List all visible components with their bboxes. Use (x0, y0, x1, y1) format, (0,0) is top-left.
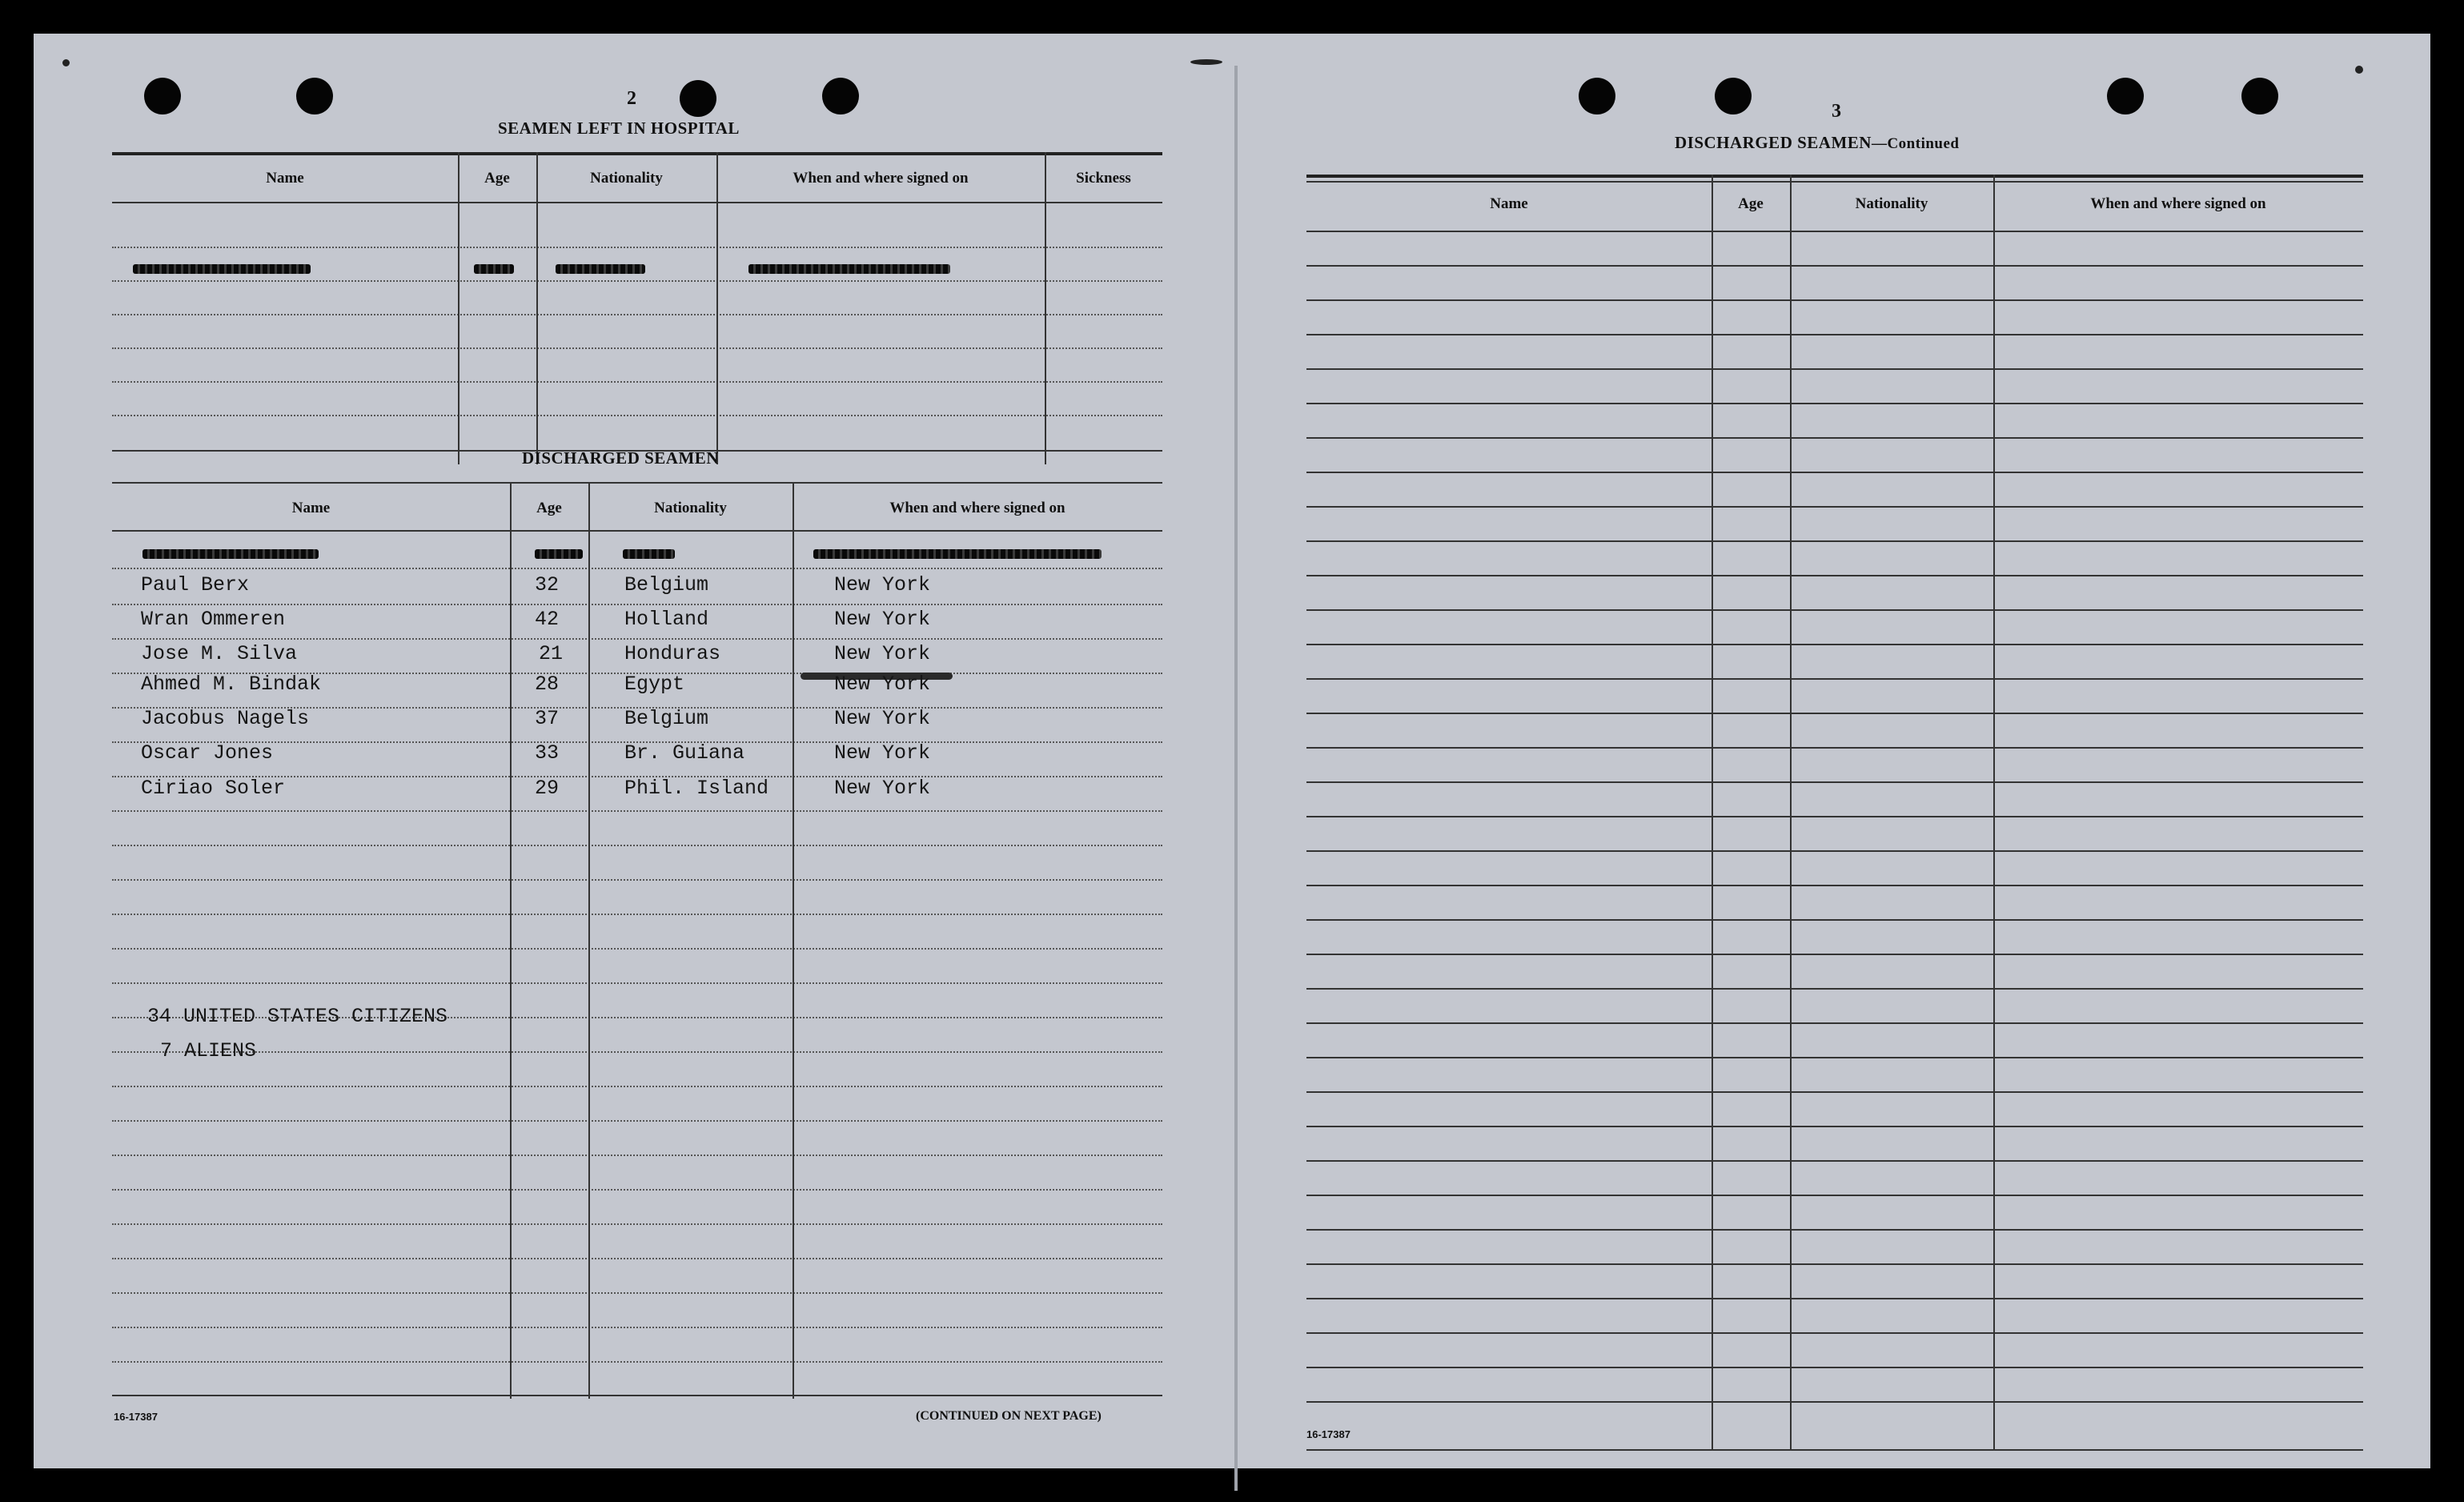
seaman-age: 21 (539, 642, 564, 665)
seaman-signed-on: New York (834, 777, 931, 800)
seaman-signed-on: New York (834, 707, 931, 730)
page-fold (1234, 66, 1238, 1491)
hospital-section-title: SEAMEN LEFT IN HOSPITAL (498, 118, 740, 138)
page-number: 3 (1832, 101, 1841, 122)
punch-hole (680, 80, 716, 117)
punch-hole (1579, 78, 1615, 114)
continued-note: (CONTINUED ON NEXT PAGE) (916, 1409, 1102, 1423)
seaman-age: 42 (535, 608, 560, 631)
discharged-continued-table (1306, 175, 2363, 1456)
seaman-age: 28 (535, 673, 560, 696)
paper-speck (62, 59, 70, 66)
page-number: 2 (627, 88, 636, 109)
seaman-nationality: Phil. Island (624, 777, 769, 800)
redacted-age (474, 264, 514, 274)
col-signed-on: When and where signed on (889, 500, 1065, 516)
punch-hole (296, 78, 333, 114)
citizens-count: 34 UNITED STATES CITIZENS (147, 1005, 448, 1028)
aliens-count: 7 ALIENS (160, 1039, 257, 1062)
redacted-name (133, 264, 311, 274)
punch-hole (144, 78, 181, 114)
title-suffix: —Continued (1871, 135, 1960, 152)
col-sickness: Sickness (1076, 170, 1131, 187)
seaman-nationality: Belgium (624, 707, 709, 730)
col-nationality: Nationality (1855, 195, 1928, 212)
punch-hole (2107, 78, 2144, 114)
col-age: Age (1738, 195, 1764, 212)
seaman-signed-on: New York (834, 741, 931, 765)
paper-speck (2355, 66, 2363, 74)
seaman-age: 29 (535, 777, 560, 800)
seaman-nationality: Belgium (624, 573, 709, 596)
seaman-age: 32 (535, 573, 560, 596)
form-number: 16-17387 (114, 1411, 158, 1423)
seaman-nationality: Holland (624, 608, 709, 631)
seaman-nationality: Honduras (624, 642, 721, 665)
seaman-name: Oscar Jones (141, 741, 274, 765)
seaman-name: Paul Berx (141, 573, 250, 596)
col-age: Age (484, 170, 510, 187)
discharged-table (112, 482, 1162, 1399)
col-name: Name (266, 170, 304, 187)
redacted-age (535, 549, 583, 559)
seaman-name: Jacobus Nagels (141, 707, 310, 730)
title-main: DISCHARGED SEAMEN (1675, 133, 1872, 152)
punch-hole (2241, 78, 2278, 114)
document-sheet (34, 34, 2430, 1468)
col-signed-on: When and where signed on (2090, 195, 2266, 212)
col-nationality: Nationality (654, 500, 727, 516)
seaman-age: 37 (535, 707, 560, 730)
redacted-signed-on (748, 264, 950, 274)
seaman-signed-on: New York (834, 573, 931, 596)
seaman-signed-on: New York (834, 642, 931, 665)
seaman-nationality: Egypt (624, 673, 685, 696)
discharged-continued-title (1675, 133, 1959, 153)
redacted-name (142, 549, 319, 559)
col-name: Name (1490, 195, 1528, 212)
redacted-nationality (623, 549, 675, 559)
col-age: Age (536, 500, 562, 516)
seaman-name: Jose M. Silva (141, 642, 298, 665)
punch-hole (1715, 78, 1752, 114)
hospital-table (112, 152, 1162, 464)
col-nationality: Nationality (590, 170, 663, 187)
seaman-name: Ahmed M. Bindak (141, 673, 322, 696)
seaman-name: Wran Ommeren (141, 608, 286, 631)
col-name: Name (291, 500, 331, 516)
seaman-name: Ciriao Soler (141, 777, 286, 800)
seaman-signed-on: New York (834, 608, 931, 631)
col-signed-on: When and where signed on (793, 170, 969, 187)
paper-speck (1190, 59, 1222, 65)
redacted-signed-on (813, 549, 1102, 559)
discharged-section-title: DISCHARGED SEAMEN (522, 448, 719, 468)
seaman-signed-on: New York (834, 673, 931, 696)
seaman-age: 33 (535, 741, 560, 765)
punch-hole (822, 78, 859, 114)
seaman-nationality: Br. Guiana (624, 741, 745, 765)
form-number: 16-17387 (1306, 1428, 1350, 1440)
redacted-nationality (556, 264, 645, 274)
